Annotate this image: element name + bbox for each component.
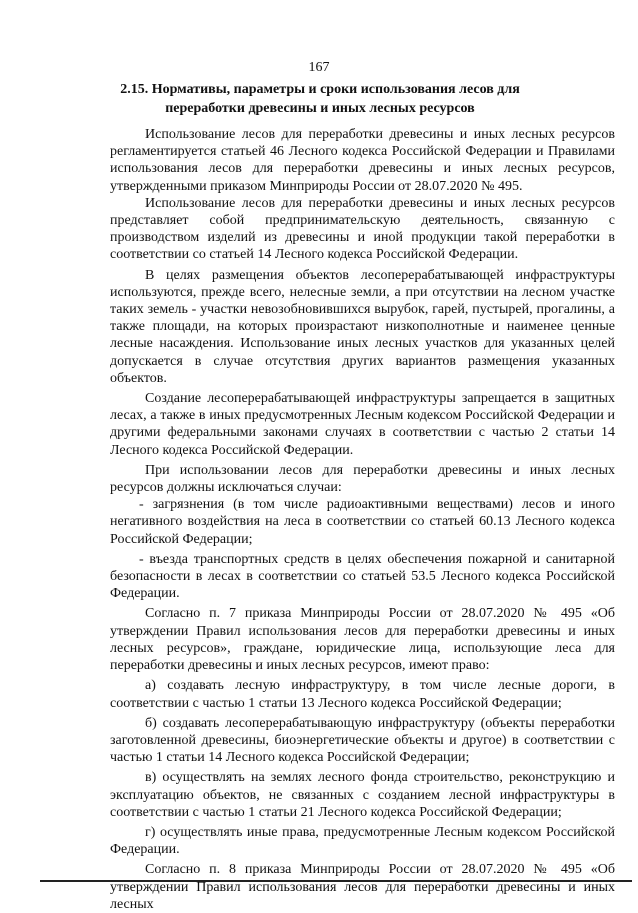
body-text <box>110 126 615 913</box>
paragraph: Использование лесов для переработки древесины и иных лесных ресурсов регламентируется статьей 46 Лесного кодекса Российской Федерации и Правилами использования лесов для переработки древесины и иных лесных ресурсов, утвержденными приказом Минприроды России от 28.07.2020 № 495. <box>110 127 615 194</box>
list-item: - загрязнения (в том числе радиоактивными веществами) лесов и иного негативного воздействия на леса в соответствии со статьей 60.13 Лесного кодекса Российской Федерации; <box>110 497 615 547</box>
paragraph: При использовании лесов для переработки древесины и иных лесных ресурсов должны исключаться случаи: <box>110 462 615 496</box>
list-item: а) создавать лесную инфраструктуру, в том числе лесные дороги, в соответствии с частью 1 статьи 13 Лесного кодекса Российской Федерации; <box>110 678 615 711</box>
section-heading: 2.15. Нормативы, параметры и сроки использования лесов для переработки древесины и иных лесных ресурсов <box>120 82 520 116</box>
page-number: 167 <box>308 60 330 75</box>
list-item: - въезда транспортных средств в целях обеспечения пожарной и санитарной безопасности в лесах в соответствии со статьей 53.5 Лесного кодекса Российской Федерации. <box>110 551 615 602</box>
paragraph: Создание лесоперерабатывающей инфраструктуры запрещается в защитных лесах, а также в иных предусмотренных Лесным кодексом Российской Федерации и другими федеральными законами случаях в соответствии с частью 2 статьи 14 Лесного кодекса Российской Федерации. <box>110 391 615 458</box>
paragraph: Использование лесов для переработки древесины и иных лесных ресурсов представляет собой предпринимательскую деятельность, связанную с производством изделий из древесины и иной продукции такой переработки в соответствии со статьей 14 Лесного кодекса Российской Федерации. <box>110 195 615 263</box>
list-item: б) создавать лесоперерабатывающую инфраструктуру (объекты переработки заготовленной древесины, биоэнергетические объекты и другое) в соответствии с частью 1 статьи 14 Лесного кодекса Российской Федерации; <box>110 715 615 766</box>
paragraph: Согласно п. 7 приказа Минприроды России от 28.07.2020 № 495 «Об утверждении Правил использования лесов для переработки древесины и иных лесных ресурсов», граждане, юридические лица, использующие леса для переработки древесины и иных лесных ресурсов, имеют право: <box>110 606 615 674</box>
list-item: г) осуществлять иные права, предусмотренные Лесным кодексом Российской Федерации. <box>110 824 615 858</box>
paragraph: Согласно п. 8 приказа Минприроды России от 28.07.2020 № 495 «Об утверждении Правил использования лесов для переработки древесины и иных лесных <box>110 862 615 912</box>
list-item: в) осуществлять на землях лесного фонда строительство, реконструкцию и эксплуатацию объектов, не связанных с созданием лесной инфраструктуры в соответствии с частью 1 статьи 21 Лесного кодекса Российской Федерации; <box>110 770 615 820</box>
paragraph: В целях размещения объектов лесоперерабатывающей инфраструктуры используются, прежде всего, нелесные земли, а при отсутствии на лесном участке таких земель - участки невозобновившихся вырубок, гарей, пустырей, прогалины, а также площади, на которых произрастают низкополнотные и наименее ценные лесные насаждения. Использование иных лесных участков для указанных целей допускается в случае отсутствия других вариантов размещения указанных объектов. <box>110 267 615 386</box>
footer-rule <box>40 880 632 882</box>
